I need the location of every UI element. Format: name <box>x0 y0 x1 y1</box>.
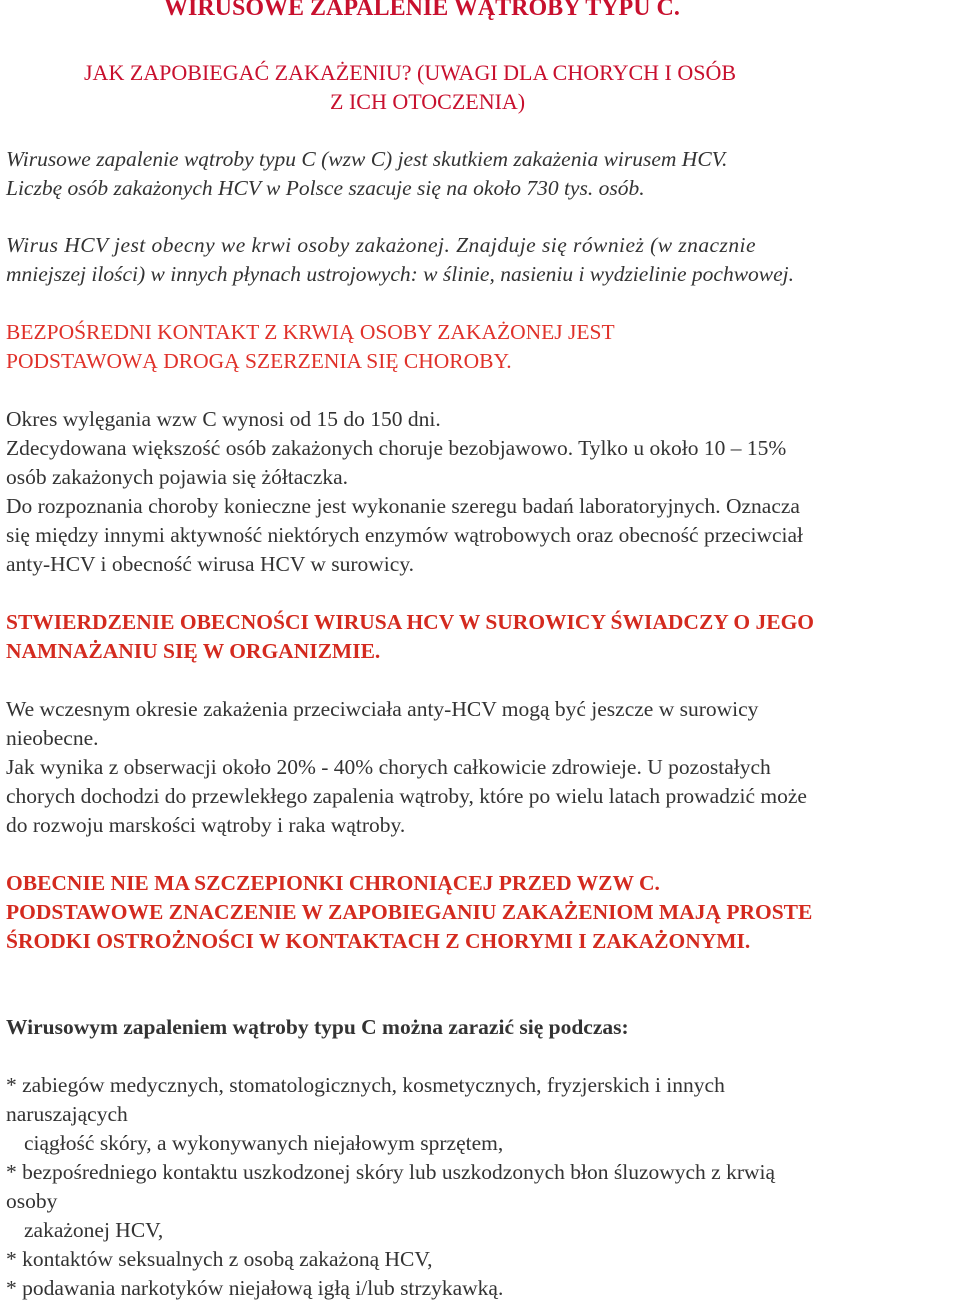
list-item: * bezpośredniego kontaktu uszkodzonej skóry lub uszkodzonych błon śluzowych z krwią <box>6 1160 776 1184</box>
early-line: nieobecne. <box>6 726 99 750</box>
bold-warning-line: NAMNAŻANIU SIĘ W ORGANIZMIE. <box>6 639 381 663</box>
page-title: WIRUSOWE ZAPALENIE WĄTROBY TYPU C. <box>164 0 680 21</box>
list-heading: Wirusowym zapaleniem wątroby typu C można zarazić się podczas: <box>6 1015 629 1039</box>
fact-line: anty-HCV i obecność wirusa HCV w surowicy. <box>6 552 415 576</box>
list-item: * zabiegów medycznych, stomatologicznych, kosmetycznych, fryzjerskich i innych <box>6 1073 725 1097</box>
early-line: Jak wynika z obserwacji około 20% - 40% chorych całkowicie zdrowieje. U pozostałych <box>6 755 771 779</box>
bold-warning-line: OBECNIE NIE MA SZCZEPIONKI CHRONIĄCEJ PRZED WZW C. <box>6 871 660 895</box>
red-warning-line: BEZPOŚREDNI KONTAKT Z KRWIĄ OSOBY ZAKAŻONEJ JEST <box>6 320 615 344</box>
list-item: zakażonej HCV, <box>24 1218 164 1242</box>
intro-line: Wirusowe zapalenie wątroby typu C (wzw C) jest skutkiem zakażenia wirusem HCV. <box>6 147 728 171</box>
early-line: We wczesnym okresie zakażenia przeciwciała anty-HCV mogą być jeszcze w surowicy <box>6 697 759 721</box>
fact-line: Do rozpoznania choroby konieczne jest wykonanie szeregu badań laboratoryjnych. Oznacza <box>6 494 800 518</box>
fact-line: Zdecydowana większość osób zakażonych choruje bezobjawowo. Tylko u około 10 – 15% <box>6 436 787 460</box>
subtitle-line-2: Z ICH OTOCZENIA) <box>330 89 526 114</box>
list-item: osoby <box>6 1189 58 1213</box>
fact-line: się między innymi aktywność niektórych enzymów wątrobowych oraz obecność przeciwciał <box>6 523 804 547</box>
bold-warning-line: PODSTAWOWE ZNACZENIE W ZAPOBIEGANIU ZAKAŻENIOM MAJĄ PROSTE <box>6 900 813 924</box>
italic-line: mniejszej ilości) w innych płynach ustrojowych: w ślinie, nasieniu i wydzielinie pochwowej. <box>6 262 795 286</box>
bold-warning-line: ŚRODKI OSTROŻNOŚCI W KONTAKTACH Z CHORYMI I ZAKAŻONYMI. <box>6 929 751 953</box>
list-item: * kontaktów seksualnych z osobą zakażoną HCV, <box>6 1247 433 1271</box>
bold-warning-line: STWIERDZENIE OBECNOŚCI WIRUSA HCV W SUROWICY ŚWIADCZY O JEGO <box>6 610 815 634</box>
fact-line: osób zakażonych pojawia się żółtaczka. <box>6 465 349 489</box>
list-item: naruszających <box>6 1102 128 1126</box>
early-line: do rozwoju marskości wątroby i raka wątroby. <box>6 813 406 837</box>
fact-line: Okres wylęgania wzw C wynosi od 15 do 150 dni. <box>6 407 441 431</box>
early-line: chorych dochodzi do przewlekłego zapalenia wątroby, które po wielu latach prowadzić może <box>6 784 807 808</box>
intro-line: Liczbę osób zakażonych HCV w Polsce szacuje się na około 730 tys. osób. <box>6 176 645 200</box>
list-item: ciągłość skóry, a wykonywanych niejałowym sprzętem, <box>24 1131 504 1155</box>
red-warning-line: PODSTAWOWĄ DROGĄ SZERZENIA SIĘ CHOROBY. <box>6 349 512 373</box>
list-item: * podawania narkotyków niejałową igłą i/lub strzykawką. <box>6 1276 504 1300</box>
subtitle-line-1: JAK ZAPOBIEGAĆ ZAKAŻENIU? (UWAGI DLA CHORYCH I OSÓB <box>84 60 737 85</box>
italic-line: Wirus HCV jest obecny we krwi osoby zakażonej. Znajduje się również (w znacznie <box>6 233 756 257</box>
